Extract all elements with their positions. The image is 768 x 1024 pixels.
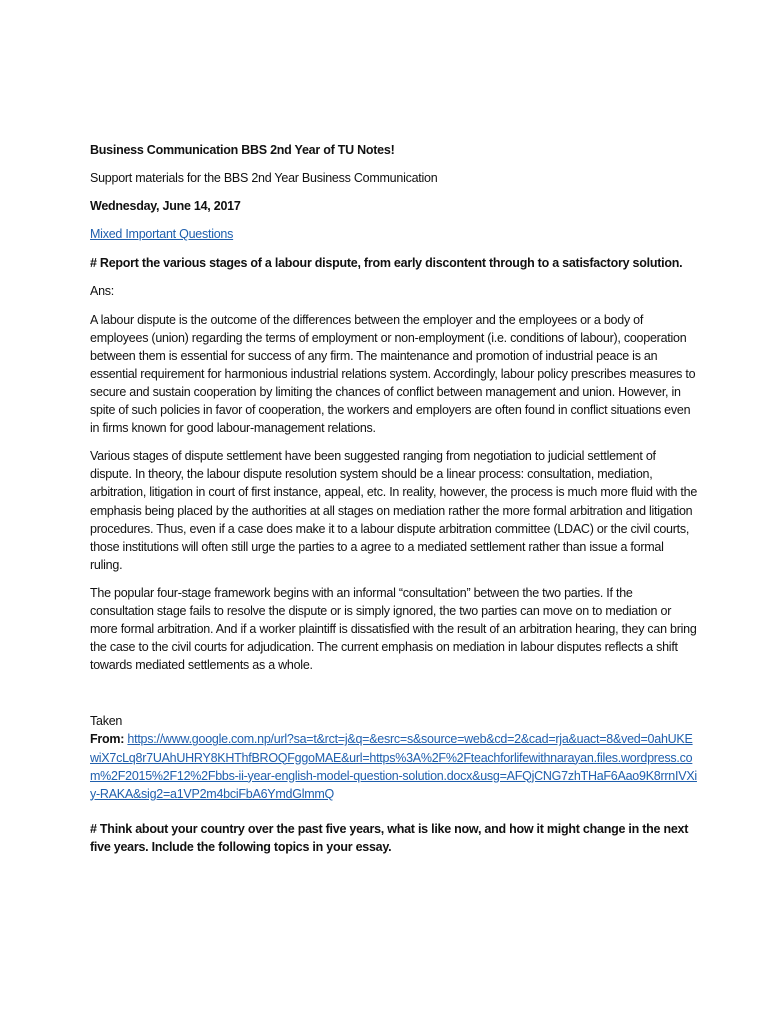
source-line (90, 730, 698, 802)
source-taken-label: Taken (90, 714, 123, 729)
answer-label: Ans: (90, 284, 115, 299)
source-block (90, 712, 698, 802)
question-1: # Report the various stages of a labour dispute, from early discontent through to a satisfactory solution. (90, 256, 683, 271)
post-date: Wednesday, June 14, 2017 (90, 199, 241, 214)
document-subtitle: Support materials for the BBS 2nd Year Business Communication (90, 171, 438, 186)
section-link-mixed-questions[interactable]: Mixed Important Questions (90, 227, 234, 242)
answer-paragraph-2: Various stages of dispute settlement have been suggested ranging from negotiation to judicial settlement of dispute. In theory, the labour dispute resolution system should be a linear process: consultation, mediation, arbitration, litigation in court of first instance, appeal, etc. In reality, however, the process is much more fluid with the emphasis being placed by the authorities at all stages on mediation rather the more formal arbitration and litigation procedures. Thus, even if a case does make it to a labour dispute arbitration committee (LDAC) or the civil courts, those institutions will often still urge the parties to a agree to a mediated settlement rather than issue a formal ruling. (90, 449, 698, 572)
answer-paragraph-3: The popular four-stage framework begins with an informal “consultation” between the two parties. If the consultation stage fails to resolve the dispute or is simply ignored, the two parties can move on to mediation or more formal arbitration. And if a worker plaintiff is dissatisfied with the result of an arbitration hearing, they can bring the case to the civil courts for adjudication. The current emphasis on mediation in labour disputes reflects a shift towards mediated settlements as a whole. (90, 585, 697, 673)
source-from-label: From: (90, 732, 125, 747)
answer-paragraph-1: A labour dispute is the outcome of the differences between the employer and the employees or a body of employees (union) regarding the terms of employment or non-employment (i.e. conditions of labour), cooperation between them is essential for success of any firm. The maintenance and promotion of industrial peace is an essential requirement for harmonious industrial relations system. Accordingly, labour policy prescribes measures to secure and sustain cooperation by limiting the chances of conflict between management and union. However, in spite of such policies in favor of cooperation, the workers and employers are often found in conflict situations even in firms known for good labour-management relations. (90, 312, 696, 436)
question-2: # Think about your country over the past five years, what is like now, and how it might change in the next five years. Include the following topics in your essay. (90, 821, 689, 854)
vertical-spacer (90, 684, 698, 712)
source-url-link[interactable]: https://www.google.com.np/url?sa=t&rct=j&q=&esrc=s&source=web&cd=2&cad=rja&uact=8&ved=0ahUKEwiX7cLq8r7UAhUHRY8KHThfBROQFggoMAE&url=https%3A%2F%2Fteachforlifewithnarayan.files.wordpress.com%2F2015%2F12%2Fbbs-ii-year-english-model-question-solution.docx&usg=AFQjCNG7zhTHaF6Aao9K8rrnIVXiy-RAKA&sig2=a1VP2m4bciFbA6YmdGlmmQ (90, 732, 697, 801)
document-title: Business Communication BBS 2nd Year of TU Notes! (90, 143, 395, 157)
